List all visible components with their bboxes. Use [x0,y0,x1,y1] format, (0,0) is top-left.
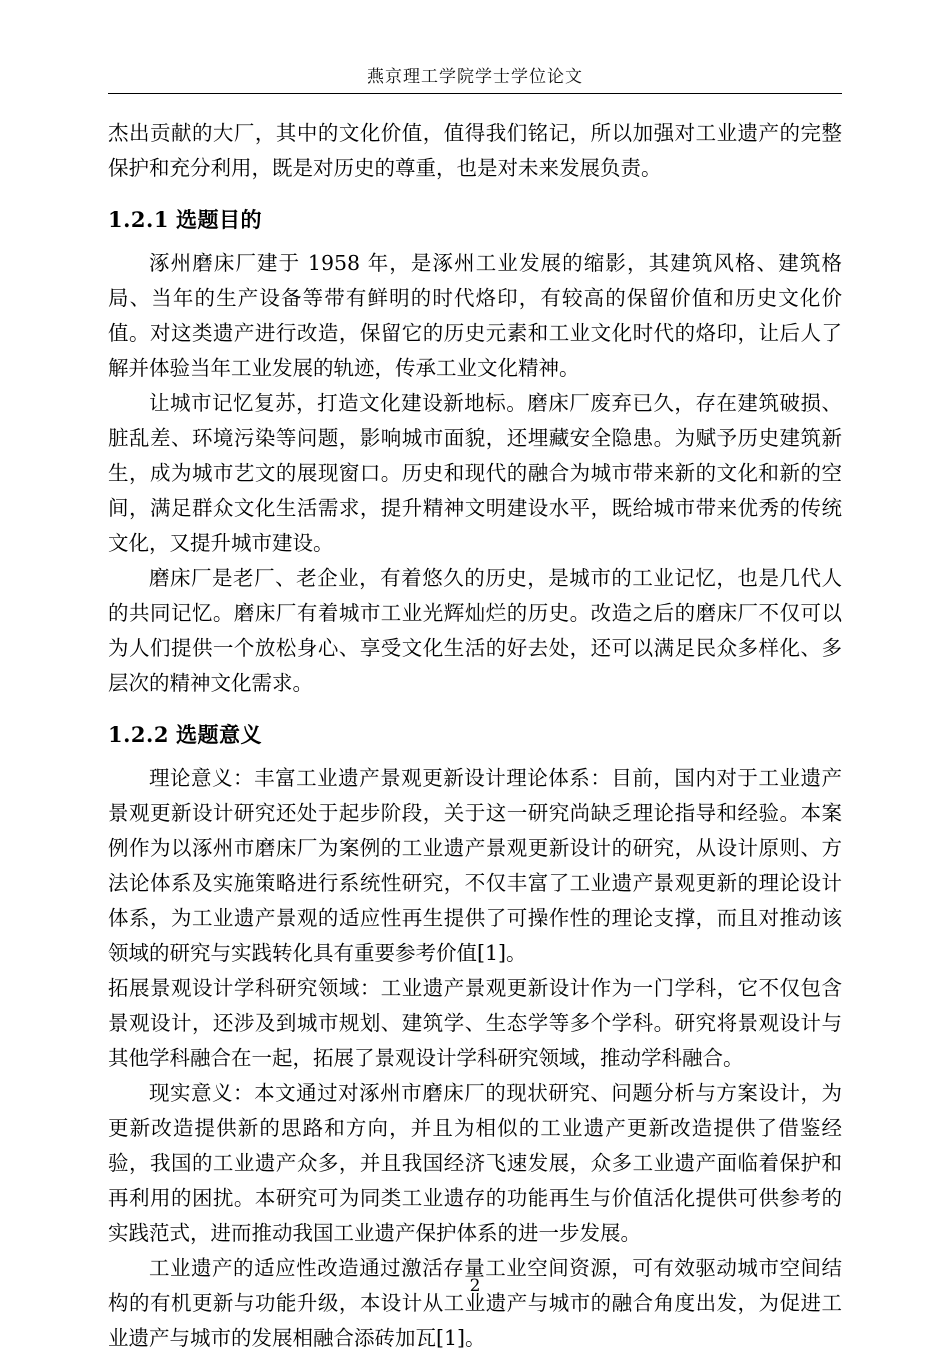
section-heading-1-2-2 [108,719,842,751]
page-content [108,116,842,1356]
section-number: 1.2.2 [108,722,169,747]
intro-paragraph: 杰出贡献的大厂，其中的文化价值，值得我们铭记，所以加强对工业遗产的完整保护和充分利用，既是对历史的尊重，也是对未来发展负责。 [108,121,842,180]
paragraph: 理论意义：丰富工业遗产景观更新设计理论体系：目前，国内对于工业遗产景观更新设计研究还处于起步阶段，关于这一研究尚缺乏理论指导和经验。本案例作为以涿州市磨床厂为案例的工业遗产景观更新设计的研究，从设计原则、方法论体系及实施策略进行系统性研究，不仅丰富了工业遗产景观更新的理论设计体系，为工业遗产景观的适应性再生提供了可操作性的理论支撑，而且对推动该领域的研究与实践转化具有重要参考价值[1]。 [108,766,842,965]
header-divider [108,93,842,94]
section-number: 1.2.1 [108,207,169,232]
paragraph: 工业遗产的适应性改造通过激活存量工业空间资源，可有效驱动城市空间结构的有机更新与功能升级，本设计从工业遗产与城市的融合角度出发，为促进工业遗产与城市的发展相融合添砖加瓦[1]。 [108,1256,842,1350]
section-heading-1-2-1 [108,204,842,236]
section-1-2-2-body [108,761,842,1356]
page-header: 燕京理工学院学士学位论文 [367,67,583,87]
paragraph: 现实意义：本文通过对涿州市磨床厂的现状研究、问题分析与方案设计，为更新改造提供新的思路和方向，并且为相似的工业遗产更新改造提供了借鉴经验，我国的工业遗产众多，并且我国经济飞速发展，众多工业遗产面临着保护和再利用的困扰。本研究可为同类工业遗存的功能再生与价值活化提供可供参考的实践范式，进而推动我国工业遗产保护体系的进一步发展。 [108,1081,842,1245]
paragraph: 磨床厂是老厂、老企业，有着悠久的历史，是城市的工业记忆，也是几代人的共同记忆。磨床厂有着城市工业光辉灿烂的历史。改造之后的磨床厂不仅可以为人们提供一个放松身心、享受文化生活的好去处，还可以满足民众多样化、多层次的精神文化需求。 [108,566,842,695]
section-1-2-1-body [108,246,842,701]
paragraph: 涿州磨床厂建于 1958 年，是涿州工业发展的缩影，其建筑风格、建筑格局、当年的生产设备等带有鲜明的时代烙印，有较高的保留价值和历史文化价值。对这类遗产进行改造，保留它的历史元素和工业文化时代的烙印，让后人了解并体验当年工业发展的轨迹，传承工业文化精神。 [108,251,842,380]
section-title: 选题意义 [176,722,262,747]
page-footer: 2 [469,1276,481,1296]
section-title: 选题目的 [176,207,262,232]
paragraph: 让城市记忆复苏，打造文化建设新地标。磨床厂废弃已久，存在建筑破损、脏乱差、环境污染等问题，影响城市面貌，还埋藏安全隐患。为赋予历史建筑新生，成为城市艺文的展现窗口。历史和现代的融合为城市带来新的文化和新的空间，满足群众文化生活需求，提升精神文明建设水平，既给城市带来优秀的传统文化，又提升城市建设。 [108,391,842,555]
paragraph: 拓展景观设计学科研究领域：工业遗产景观更新设计作为一门学科，它不仅包含景观设计，还涉及到城市规划、建筑学、生态学等多个学科。研究将景观设计与其他学科融合在一起，拓展了景观设计学科研究领域，推动学科融合。 [108,976,842,1070]
